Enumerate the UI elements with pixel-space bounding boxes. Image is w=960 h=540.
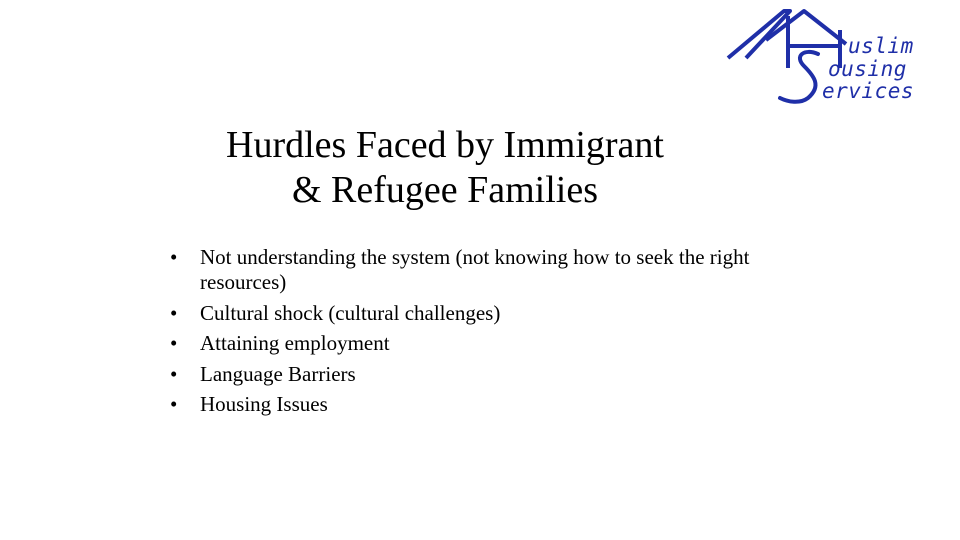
roof-left-line [728, 11, 790, 58]
title-line-1: Hurdles Faced by Immigrant [226, 124, 664, 166]
list-item-text: Attaining employment [200, 331, 390, 355]
house-roof-icon [726, 8, 948, 108]
bullet-icon: • [170, 392, 178, 416]
bullet-icon: • [170, 331, 178, 355]
logo-word-2: ousing [828, 57, 907, 81]
muslim-housing-services-logo [726, 8, 948, 108]
logo-word-3: ervices [822, 79, 915, 103]
bullet-icon: • [170, 361, 178, 386]
list-item-text: Housing Issues [200, 392, 328, 416]
slide-title [150, 123, 740, 213]
list-item-text: Language Barriers [200, 361, 356, 386]
list-item [170, 362, 790, 387]
list-item [170, 331, 790, 356]
list-item [170, 245, 790, 295]
list-item-text: Not understanding the system (not knowing how to seek the right resources) [200, 245, 750, 294]
list-item [170, 392, 790, 417]
s-curve [780, 52, 818, 102]
bullet-icon: • [170, 245, 178, 269]
title-line-2: & Refugee Families [291, 169, 599, 211]
list-item-text: Cultural shock (cultural challenges) [200, 300, 501, 325]
bullet-icon: • [170, 300, 178, 325]
list-item [170, 301, 790, 326]
logo-word-1: uslim [848, 34, 914, 58]
bullet-list [170, 245, 790, 423]
